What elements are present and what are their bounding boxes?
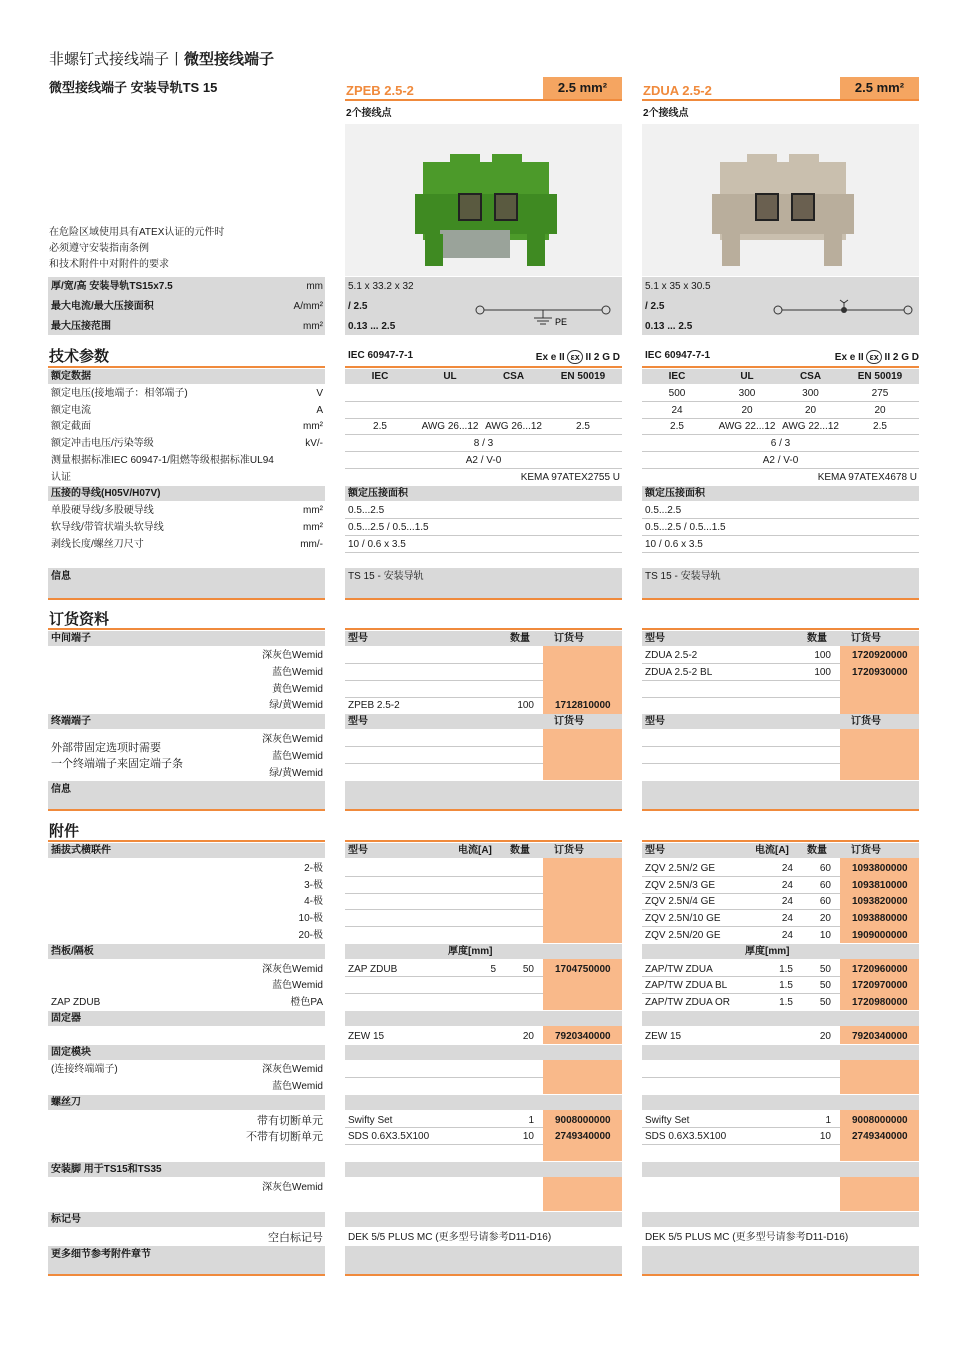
ex-marking-2: Ex e II εx II 2 G D bbox=[834, 352, 919, 363]
page-title: 非螺钉式接线端子丨微型接线端子 bbox=[49, 51, 275, 68]
cross-section-badge-1: 2.5 mm² bbox=[543, 77, 622, 99]
pe-wiring-symbol bbox=[470, 300, 620, 330]
section-tech-params: 技术参数 bbox=[49, 348, 110, 365]
range-value-1: 0.13 ... 2.5 bbox=[348, 321, 396, 332]
cross-section-badge-2: 2.5 mm² bbox=[840, 77, 919, 99]
ex-icon: εx bbox=[866, 350, 881, 364]
section-order-data: 订货资料 bbox=[49, 611, 110, 628]
feedthrough-wiring-symbol bbox=[768, 298, 918, 318]
pe-label: PE bbox=[555, 317, 568, 327]
connection-points-2: 2个接线点 bbox=[643, 108, 689, 119]
connection-points-1: 2个接线点 bbox=[346, 108, 392, 119]
product-name-2: ZDUA 2.5-2 bbox=[643, 83, 712, 98]
dims-value-1: 5.1 x 33.2 x 32 bbox=[348, 281, 414, 292]
ex-marking-1: Ex e II εx II 2 G D bbox=[535, 352, 620, 363]
range-label: 最大压接范围 bbox=[51, 321, 111, 332]
current-value-1: / 2.5 bbox=[348, 301, 368, 312]
ex-icon: εx bbox=[567, 350, 582, 364]
cert-std-1: IEC 60947-7-1 bbox=[348, 350, 414, 361]
terminal-block-green-icon bbox=[345, 124, 622, 276]
cert-std-2: IEC 60947-7-1 bbox=[645, 350, 711, 361]
range-value-2: 0.13 ... 2.5 bbox=[645, 321, 693, 332]
terminal-block-beige-icon bbox=[642, 124, 919, 276]
atex-note: 在危险区域使用具有ATEX认证的元件时 必须遵守安装指南条例 和技术附件中对附件的要求 bbox=[49, 227, 225, 270]
current-value-2: / 2.5 bbox=[645, 301, 665, 312]
product-image-1 bbox=[345, 124, 622, 276]
page-subtitle: 微型接线端子 安装导轨TS 15 bbox=[49, 80, 218, 95]
dims-label: 厚/宽/高 安装导轨TS15x7.5 bbox=[51, 281, 173, 292]
product-image-2 bbox=[642, 124, 919, 276]
current-label: 最大电流/最大压接面积 bbox=[51, 301, 154, 312]
product-name-1: ZPEB 2.5-2 bbox=[346, 83, 414, 98]
dims-value-2: 5.1 x 35 x 30.5 bbox=[645, 281, 711, 292]
section-accessories: 附件 bbox=[49, 823, 80, 840]
